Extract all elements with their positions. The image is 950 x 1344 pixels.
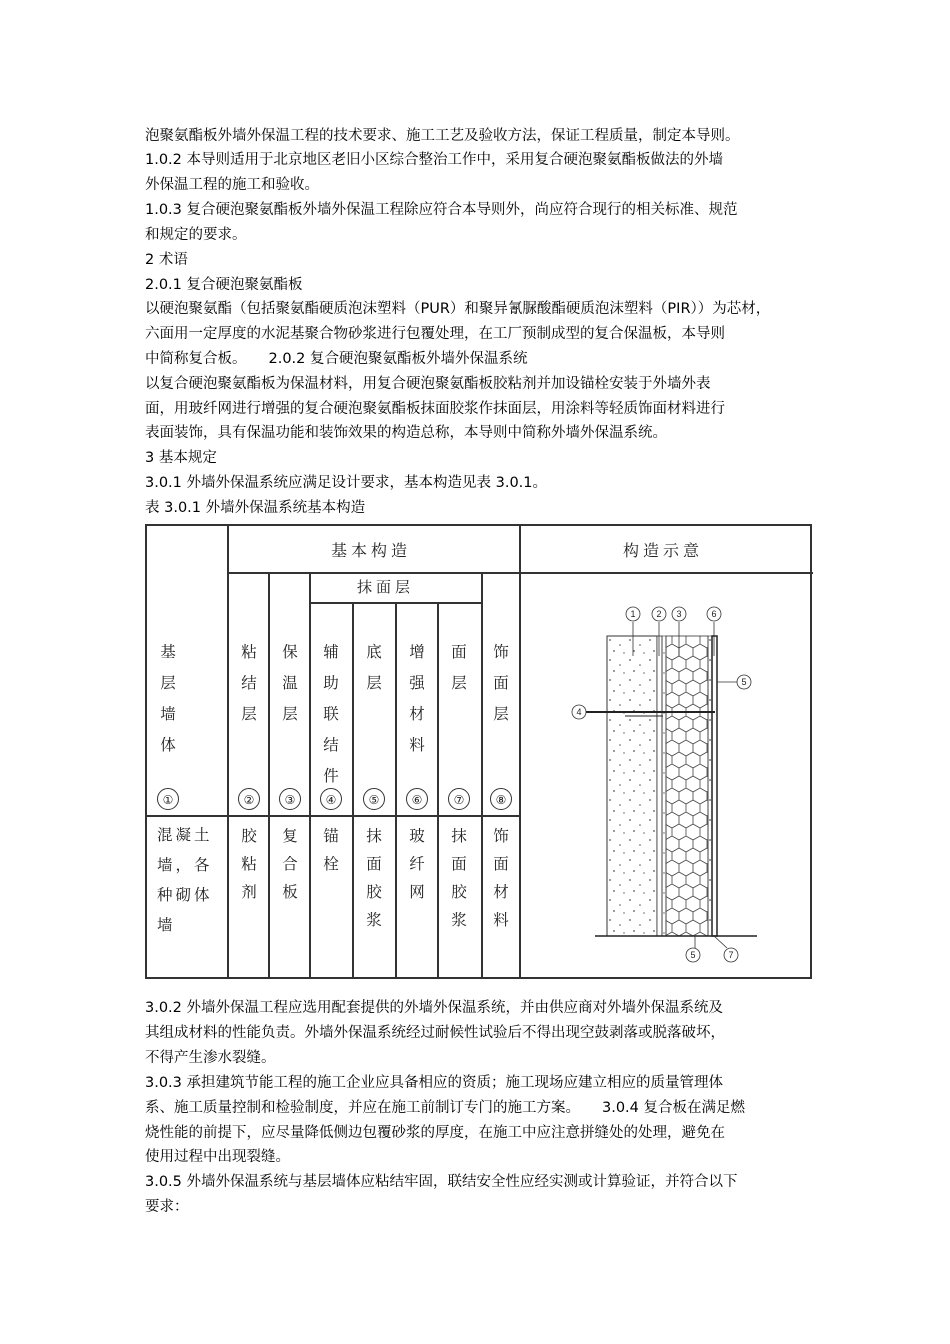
table-line — [227, 526, 229, 977]
paragraph: 使用过程中出现裂缝。 — [145, 1149, 290, 1165]
paragraph: 外保温工程的施工和验收。 — [145, 177, 319, 193]
paragraph — [145, 1096, 817, 1121]
table-line — [395, 602, 397, 977]
label-1: 1 — [630, 609, 636, 619]
label-5-bottom: 5 — [690, 950, 696, 960]
cell-mortar: 抹面胶浆 — [451, 827, 467, 929]
cell-mesh: 玻纤网 — [409, 827, 425, 901]
col-insulation: 保温层 — [282, 643, 298, 723]
paragraph: 3.0.1 外墙外保温系统应满足设计要求，基本构造见表 3.0.1。 — [145, 475, 548, 491]
paragraph: 1.0.2 本导则适用于北京地区老旧小区综合整治工作中，采用复合硬泡聚氨酯板做法的外墙 — [145, 152, 723, 168]
paragraph: 和规定的要求。 — [145, 227, 247, 243]
construction-table-figure — [145, 524, 812, 979]
table-line — [519, 526, 521, 977]
label-6: 6 — [711, 609, 717, 619]
number-7: ⑦ — [448, 788, 470, 810]
paragraph-text: 系、施工质量控制和检验制度，并应在施工前制订专门的施工方案。 — [145, 1100, 580, 1116]
paragraph: 要求： — [145, 1199, 189, 1215]
col-top-coat: 面层 — [451, 643, 467, 692]
header-finish: 抹面层 — [357, 578, 415, 596]
cell-wall: 混凝土墙，各种砌体墙 — [157, 826, 213, 934]
paragraph-text: 中简称复合板。 — [145, 351, 247, 367]
cell-anchor: 锚栓 — [323, 827, 339, 873]
header-basic: 基本构造 — [331, 541, 412, 560]
paragraph: 1.0.3 复合硬泡聚氨酯板外墙外保温工程除应符合本导则外，尚应符合现行的相关标准、规范 — [145, 202, 738, 218]
paragraph — [145, 347, 817, 372]
number-8: ⑧ — [490, 788, 512, 810]
section-heading: 2 术语 — [145, 252, 188, 268]
paragraph: 表面装饰，具有保温功能和装饰效果的构造总称，本导则中简称外墙外保温系统。 — [145, 425, 667, 441]
number-6: ⑥ — [406, 788, 428, 810]
paragraph: 烧性能的前提下，应尽量降低侧边包覆砂浆的厚度，在施工中应注意拼缝处的处理，避免在 — [145, 1125, 725, 1141]
paragraph: 3.0.3 承担建筑节能工程的施工企业应具备相应的资质；施工现场应建立相应的质量管理体 — [145, 1075, 723, 1091]
number-3: ③ — [279, 788, 301, 810]
section-heading: 3 基本规定 — [145, 450, 217, 466]
paragraph: 以复合硬泡聚氨酯板为保温材料，用复合硬泡聚氨酯板胶粘剂并加设锚栓安装于外墙外表 — [145, 376, 711, 392]
paragraph: 面，用玻纤网进行增强的复合硬泡聚氨酯板抹面胶浆作抹面层，用涂料等轻质饰面材料进行 — [145, 401, 725, 417]
table-line — [309, 572, 311, 977]
number-2: ② — [238, 788, 260, 810]
label-7: 7 — [728, 950, 734, 960]
col-anchor: 辅助联结件 — [323, 643, 339, 785]
cell-mortar: 抹面胶浆 — [366, 827, 382, 929]
col-base-coat: 底层 — [366, 643, 382, 692]
table-line — [268, 572, 270, 977]
col-bond: 粘结层 — [241, 643, 257, 723]
paragraph: 3.0.5 外墙外保温系统与基层墙体应粘结牢固，联结安全性应经实测或计算验证，并符合以下 — [145, 1174, 738, 1190]
cell-board: 复合板 — [282, 827, 298, 901]
table-line — [437, 602, 439, 977]
label-2: 2 — [656, 609, 662, 619]
term-heading: 2.0.1 复合硬泡聚氨酯板 — [145, 277, 303, 293]
paragraph-text: 3.0.4 复合板在满足燃 — [602, 1100, 746, 1116]
table-line — [309, 602, 481, 604]
table-line — [481, 572, 483, 977]
cell-finish-material: 饰面材料 — [493, 827, 509, 929]
paragraph: 其组成材料的性能负责。外墙外保温系统经过耐候性试验后不得出现空鼓剥落或脱落破坏， — [145, 1025, 725, 1041]
number-5: ⑤ — [363, 788, 385, 810]
table-line — [227, 572, 813, 574]
label-5-top: 5 — [741, 677, 747, 687]
table-line — [147, 815, 519, 817]
paragraph: 泡聚氨酯板外墙外保温工程的技术要求、施工工艺及验收方法，保证工程质量，制定本导则。 — [145, 128, 740, 144]
number-1: ① — [157, 788, 179, 810]
number-4: ④ — [320, 788, 342, 810]
col-reinforce: 增强材料 — [409, 643, 425, 754]
col-base-wall: 基层墙体 — [160, 643, 176, 754]
label-3: 3 — [676, 609, 682, 619]
paragraph: 以硬泡聚氨酯（包括聚氨酯硬质泡沫塑料（PUR）和聚异氰脲酸酯硬质泡沫塑料（PIR））为芯材， — [145, 301, 771, 317]
header-diagram: 构造示意 — [623, 541, 704, 560]
table-line — [352, 602, 354, 977]
paragraph: 不得产生渗水裂缝。 — [145, 1050, 276, 1066]
paragraph: 3.0.2 外墙外保温工程应选用配套提供的外墙外保温系统，并由供应商对外墙外保温系统及 — [145, 1000, 723, 1016]
construction-diagram — [567, 596, 777, 976]
label-4: 4 — [576, 707, 582, 717]
table-caption: 表 3.0.1 外墙外保温系统基本构造 — [145, 500, 366, 516]
cell-adhesive: 胶粘剂 — [241, 827, 257, 901]
col-finish: 饰面层 — [493, 643, 509, 723]
paragraph: 六面用一定厚度的水泥基聚合物砂浆进行包覆处理，在工厂预制成型的复合保温板，本导则 — [145, 326, 725, 342]
term-heading: 2.0.2 复合硬泡聚氨酯板外墙外保温系统 — [268, 351, 528, 367]
